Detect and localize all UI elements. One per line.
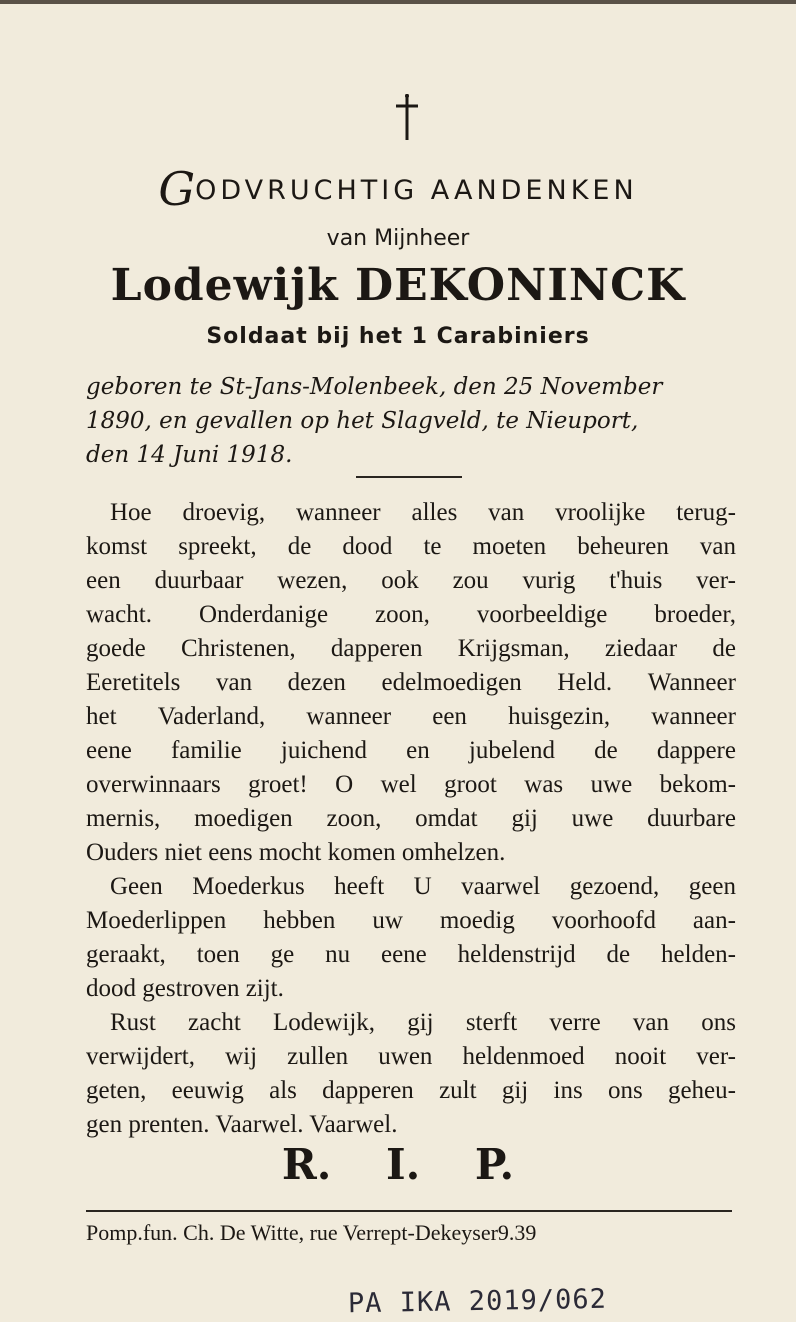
- deceased-name: Lodewijk DEKONINCK: [110, 260, 686, 311]
- cross-icon: [392, 92, 422, 142]
- text-line: mernis, moedigen zoon, omdat gij uwe duurbare: [86, 805, 736, 832]
- memorial-text: [86, 496, 736, 1142]
- text-line: overwinnaars groet! O wel groot was uwe bekom-: [86, 771, 736, 798]
- military-rank: Soldaat bij het 1 Carabiniers: [206, 324, 590, 349]
- card-heading: [0, 162, 796, 216]
- text-line: Ouders niet eens mocht komen omhelzen.: [86, 839, 506, 866]
- text-line: Geen Moederkus heeft U vaarwel gezoend, geen: [110, 873, 736, 900]
- text-line: Eeretitels van dezen edelmoedigen Held. Wanneer: [86, 669, 736, 696]
- text-line: verwijdert, wij zullen uwen heldenmoed nooit ver-: [86, 1043, 736, 1070]
- divider: [356, 476, 462, 478]
- text-line: goede Christenen, dapperen Krijgsman, ziedaar de: [86, 635, 736, 662]
- text-line: eene familie juichend en jubelend de dappere: [86, 737, 736, 764]
- text-line: geraakt, toen ge nu eene heldenstrijd de helden-: [86, 941, 736, 968]
- heading-text: ODVRUCHTIG AANDENKEN: [195, 175, 638, 206]
- footer-divider: [86, 1210, 732, 1212]
- text-line: Moederlippen hebben uw moedig voorhoofd aan-: [86, 907, 736, 934]
- text-line: dood gestroven zijt.: [86, 975, 284, 1002]
- salutation: van Mijnheer: [326, 226, 470, 251]
- birth-line: 1890, en gevallen op het Slagveld, te Nieuport,: [86, 408, 639, 434]
- text-line: gen prenten. Vaarwel. Vaarwel.: [86, 1111, 398, 1138]
- birth-line: den 14 Juni 1918.: [86, 442, 293, 468]
- archive-number: PA IKA 2019/062: [347, 1283, 608, 1320]
- rip-text: R. I. P.: [281, 1140, 515, 1189]
- text-line: wacht. Onderdanige zoon, voorbeeldige broeder,: [86, 601, 736, 628]
- text-line: het Vaderland, wanneer een huisgezin, wanneer: [86, 703, 736, 730]
- heading-initial: G: [158, 162, 196, 216]
- text-line: Rust zacht Lodewijk, gij sterft verre van ons: [110, 1009, 736, 1036]
- birth-line: geboren te St-Jans-Molenbeek, den 25 November: [86, 374, 663, 400]
- text-line: Hoe droevig, wanneer alles van vroolijke terug-: [110, 499, 736, 526]
- birth-death-details: [86, 370, 736, 472]
- text-line: komst spreekt, de dood te moeten beheuren van: [86, 533, 736, 560]
- text-line: een duurbaar wezen, ook zou vurig t'huis ver-: [86, 567, 736, 594]
- printer-imprint: Pomp.fun. Ch. De Witte, rue Verrept-Dekeyser9.39: [86, 1220, 537, 1245]
- text-line: geten, eeuwig als dapperen zult gij ins ons geheu-: [86, 1077, 736, 1104]
